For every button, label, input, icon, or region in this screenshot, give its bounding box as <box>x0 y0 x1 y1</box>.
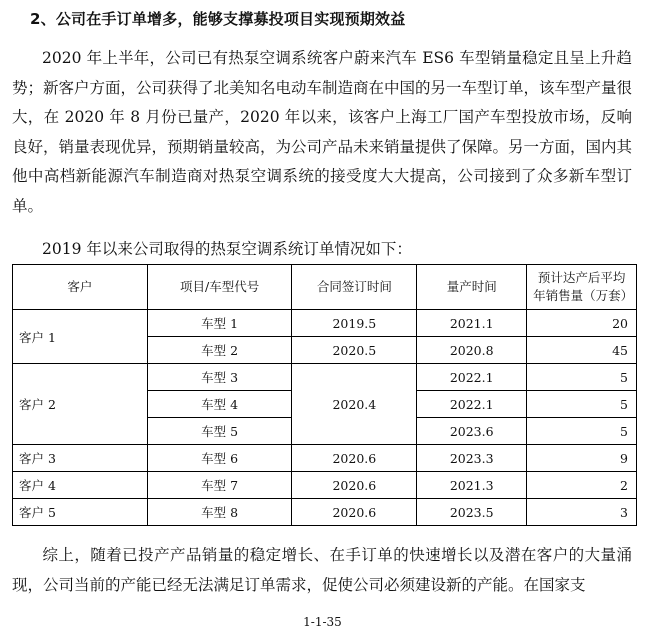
project-cell: 车型 7 <box>147 472 292 499</box>
table-row <box>13 472 637 499</box>
table-row <box>13 310 637 337</box>
contract-cell: 2020.6 <box>292 472 417 499</box>
production-cell: 2021.3 <box>417 472 527 499</box>
customer-cell: 客户 3 <box>13 445 148 472</box>
contract-cell: 2019.5 <box>292 310 417 337</box>
customer-cell: 客户 5 <box>13 499 148 526</box>
contract-cell: 2020.4 <box>292 364 417 445</box>
project-cell: 车型 3 <box>147 364 292 391</box>
customer-cell: 客户 1 <box>13 310 148 364</box>
table-row <box>13 364 637 391</box>
forecast-cell: 5 <box>527 391 637 418</box>
forecast-cell: 3 <box>527 499 637 526</box>
header-forecast-sales: 预计达产后平均年销售量（万套） <box>527 265 637 310</box>
project-cell: 车型 2 <box>147 337 292 364</box>
header-customer: 客户 <box>13 265 148 310</box>
header-contract-date: 合同签订时间 <box>292 265 417 310</box>
paragraph-text: 2020 年上半年，公司已有热泵空调系统客户蔚来汽车 ES6 车型销量稳定且呈上升趋势；新客户方面，公司获得了北美知名电动车制造商在中国的另一车型订单，该车型产量很大，在 2020 年 8 月份已量产，2020 年以来，该客户上海工厂国产车型投放市场，反响良好，销量表现优异，预期销量较高，为公司产品未来销量提供了保障。另一方面，国内其他中高档新能源汽车制造商对热泵空调系统的接受度大大提高，公司接到了众多新车型订单。 <box>12 49 633 215</box>
forecast-cell: 9 <box>527 445 637 472</box>
header-project: 项目/车型代号 <box>147 265 292 310</box>
project-cell: 车型 8 <box>147 499 292 526</box>
production-cell: 2020.8 <box>417 337 527 364</box>
table-row <box>13 499 637 526</box>
project-cell: 车型 1 <box>147 310 292 337</box>
paragraph-conclusion <box>12 541 632 600</box>
production-cell: 2023.3 <box>417 445 527 472</box>
project-cell: 车型 6 <box>147 445 292 472</box>
forecast-cell: 5 <box>527 418 637 445</box>
customer-cell: 客户 4 <box>13 472 148 499</box>
header-production-date: 量产时间 <box>417 265 527 310</box>
section-heading: 2、公司在手订单增多，能够支撑募投项目实现预期效益 <box>30 10 406 28</box>
table-row <box>13 445 637 472</box>
production-cell: 2021.1 <box>417 310 527 337</box>
paragraph-text: 综上，随着已投产产品销量的稳定增长、在手订单的快速增长以及潜在客户的大量涌现，公司当前的产能已经无法满足订单需求，促使公司必须建设新的产能。在国家支 <box>12 546 632 594</box>
forecast-cell: 20 <box>527 310 637 337</box>
project-cell: 车型 5 <box>147 418 292 445</box>
production-cell: 2022.1 <box>417 364 527 391</box>
forecast-cell: 45 <box>527 337 637 364</box>
paragraph-orders-growth <box>12 44 632 221</box>
forecast-cell: 5 <box>527 364 637 391</box>
customer-cell: 客户 2 <box>13 364 148 445</box>
page-number: 1-1-35 <box>303 615 342 629</box>
orders-table <box>12 264 637 526</box>
contract-cell: 2020.5 <box>292 337 417 364</box>
table-header-row <box>13 265 637 310</box>
contract-cell: 2020.6 <box>292 499 417 526</box>
production-cell: 2023.6 <box>417 418 527 445</box>
production-cell: 2022.1 <box>417 391 527 418</box>
forecast-cell: 2 <box>527 472 637 499</box>
contract-cell: 2020.6 <box>292 445 417 472</box>
project-cell: 车型 4 <box>147 391 292 418</box>
table-caption: 2019 年以来公司取得的热泵空调系统订单情况如下： <box>42 240 412 258</box>
production-cell: 2023.5 <box>417 499 527 526</box>
